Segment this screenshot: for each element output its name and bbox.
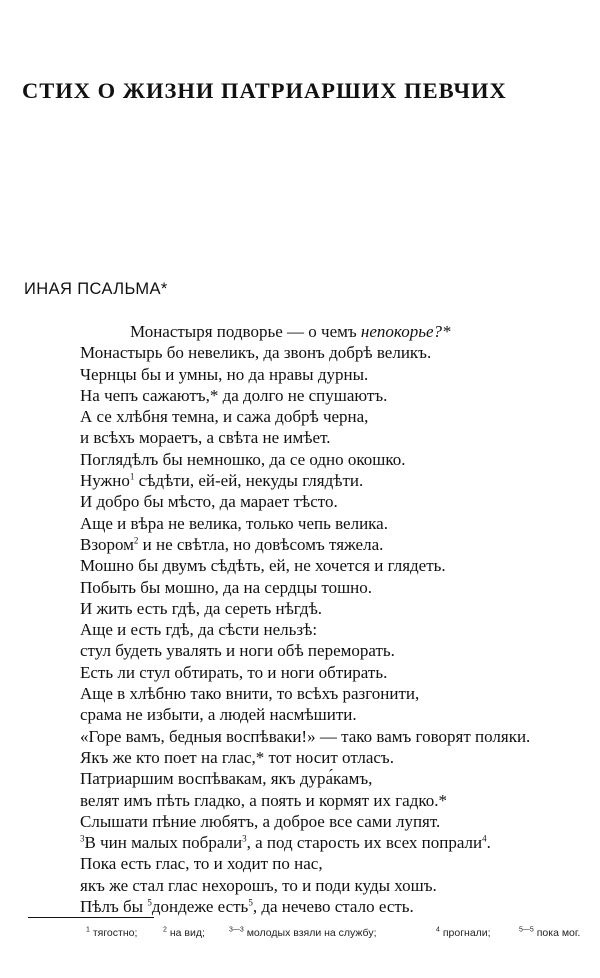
footnote-mark: 2 — [133, 535, 139, 546]
poem-line: и всѣхъ мораетъ, а свѣта не имѣет. — [80, 428, 331, 448]
footnote-mark: 1 — [129, 471, 135, 482]
poem-subtitle: ИНАЯ ПСАЛЬМА* — [24, 280, 168, 298]
footnote: $^2$ на вид; — [163, 926, 205, 939]
poem-line-emphasis: непокорье?* — [360, 322, 451, 341]
poem-line: Аще и вѣра не велика, только чепь велика. — [80, 513, 388, 533]
poem-line: Взором$^2$ и не свѣтла, но довѣсомъ тяжела. — [80, 534, 384, 554]
footnote-mark: 5 — [147, 897, 152, 908]
poem-line: якъ же стал глас нехорошъ, то и поди куды хошъ. — [80, 875, 437, 895]
poem-line: срама не избыти, а людей насмѣшити. — [80, 705, 357, 725]
poem-line: Поглядѣлъ бы немношко, да се одно окошко. — [80, 449, 406, 469]
footnote-mark: 3 — [80, 833, 85, 844]
poem-line: Пѣлъ бы $^5$дондеже есть$^5$, да нечево стало есть. — [80, 897, 414, 917]
footnote-divider — [28, 917, 154, 918]
poem-line: Есть ли стул обтирать, то и ноги обтирать. — [80, 662, 388, 682]
poem-line: Побыть бы мошно, да на сердцы тошно. — [80, 577, 373, 597]
poem-line: Пока есть глас, то и ходит по нас, — [80, 854, 323, 874]
poem-line: И добро бы мѣсто, да марает тѣсто. — [80, 492, 338, 512]
poem-line: стул будеть увалять и ноги обѣ переморать. — [80, 641, 395, 661]
poem-line: Патриаршим воспѣвакам, якъ дура́камъ, — [80, 769, 373, 789]
footnotes — [0, 927, 600, 947]
poem-line: А се хлѣбня темна, и сажа добрѣ черна, — [80, 407, 369, 427]
poem-line: Монастыря подворье — о чемъ непокорье?* — [130, 322, 451, 341]
poem-line: Монастырь бо невеликъ, да звонъ добрѣ великъ. — [80, 343, 432, 363]
poem-line: Чернцы бы и умны, но да нравы дурны. — [80, 364, 369, 384]
footnote: $^{3—3}$ молодых взяли на службу; — [229, 926, 377, 939]
footnote: $^1$ тягостно; — [86, 926, 138, 939]
footnote-mark: 3 — [242, 833, 247, 844]
footnote: $^{5—5}$ пока мог. — [519, 926, 581, 939]
poem-line: Аще и есть гдѣ, да сѣсти нельзѣ: — [80, 620, 318, 640]
poem-line: На чепъ сажаютъ,* да долго не спушаютъ. — [80, 385, 388, 405]
poem-line: Слышати пѣние любятъ, а доброе все сами лупят. — [80, 811, 441, 831]
footnote: $^4$ прогнали; — [436, 926, 491, 939]
poem-line: Нужно$^1$ сѣдѣти, ей-ей, некуды глядѣти. — [80, 471, 364, 491]
poem-body — [80, 321, 590, 917]
poem-line: И жить есть гдѣ, да сереть нѣгдѣ. — [80, 598, 323, 618]
poem-line: $^3$В чин малых побрали$^3$, а под старость их всех попрали$^4$. — [80, 833, 491, 853]
poem-line: Мошно бы двумъ сѣдѣть, ей, не хочется и глядеть. — [80, 556, 446, 576]
page-title: СТИХ О ЖИЗНИ ПАТРИАРШИХ ПЕВЧИХ — [22, 78, 507, 103]
poem-line: Якъ же кто поет на глас,* тот носит отласъ. — [80, 747, 394, 767]
poem-line: Аще в хлѣбню тако внити, то всѣхъ разгонити, — [80, 684, 420, 704]
poem-line: велят имъ пѣть гладко, а поять и кормят их гадко.* — [80, 790, 448, 810]
poem-line: «Горе вамъ, бедныя воспѣваки!» — тако вамъ говорят поляки. — [80, 726, 531, 746]
footnote-mark: 4 — [482, 833, 487, 844]
footnote-mark: 5 — [248, 897, 253, 908]
